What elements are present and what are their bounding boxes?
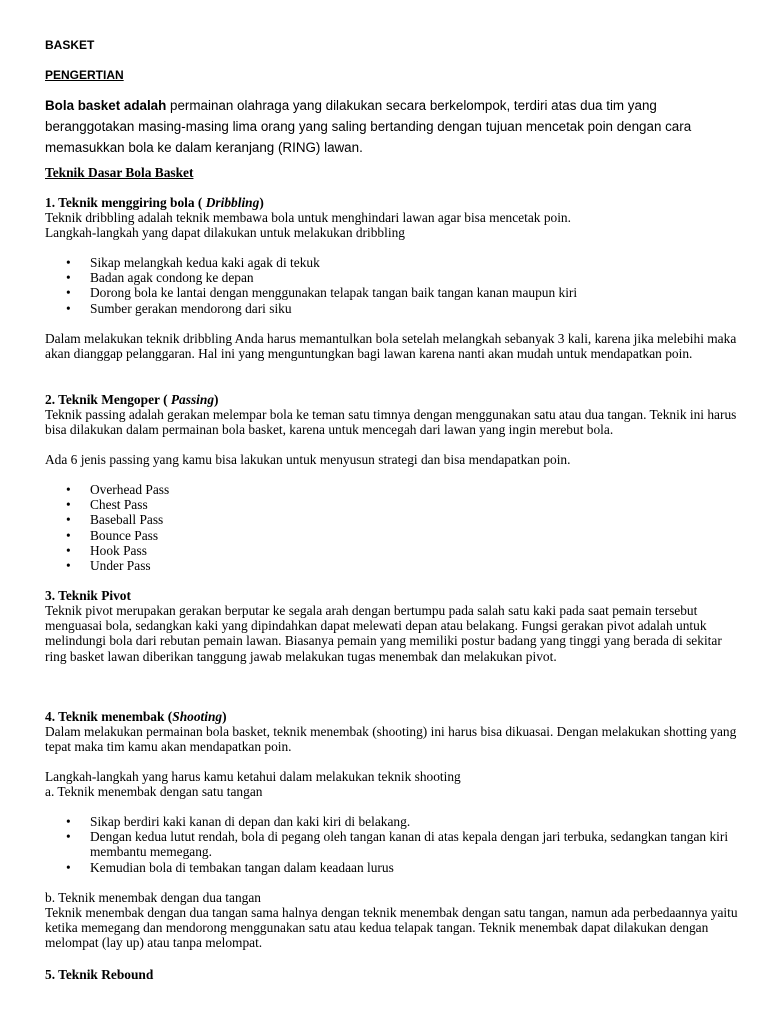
section-3-heading: 3. Teknik Pivot (45, 588, 131, 603)
section-4-heading-text: 4. Teknik menembak ( (45, 709, 173, 724)
list-item: • Dorong bola ke lantai dengan menggunakan telapak tangan baik tangan kanan maupun kiri (45, 285, 745, 300)
list-item: • Badan agak condong ke depan (45, 270, 745, 285)
section-3-para-1: Teknik pivot merupakan gerakan berputar ke segala arah dengan bertumpu pada salah satu kaki pada saat pemain tersebut menguasai bola, sedangkan kaki yang dipindahkan dapat melewati depan atau belakang. Fungsi gerakan pivot adalah untuk melindungi bola dari rebutan pemain lawan. Biasanya pemain yang memiliki postur badang yang tinggi yang berada di sekitar ring basket lawan diberikan tanggung jawab melakukan tugas menembak dan melakukan pivot. (45, 603, 722, 664)
list-item: • Chest Pass (45, 497, 745, 512)
section-1-list (45, 255, 745, 316)
section-1-heading (45, 195, 264, 211)
section-2-para-1: Teknik passing adalah gerakan melempar bola ke teman satu timnya dengan menggunakan satu atau dua tangan. Teknik ini harus bisa dilakukan dalam permainan bola basket, karena untuk mencegah dari lawan yang ingin merebut bola. (45, 407, 737, 438)
section-4-heading-em: Shooting (172, 709, 223, 724)
section-4-sub-b: b. Teknik menembak dengan dua tangan (45, 890, 261, 905)
section-1-para-1: Teknik dribbling adalah teknik membawa bola untuk menghindari lawan agar bisa mencetak poin. (45, 210, 571, 225)
section-1-heading-text: 1. Teknik menggiring bola ( (45, 195, 206, 210)
section-2-heading (45, 392, 219, 408)
list-item: • Bounce Pass (45, 528, 745, 543)
section-4-list (45, 814, 745, 875)
section-2-heading-em: Passing (170, 392, 215, 407)
list-item: • Sikap melangkah kedua kaki agak di tekuk (45, 255, 745, 270)
section-4-heading-close: ) (222, 709, 227, 724)
section-2-heading-text: 2. Teknik Mengoper ( (45, 392, 171, 407)
section-2-list (45, 482, 745, 573)
intro-bold: Bola basket adalah (45, 98, 167, 113)
section-1-para-3: Dalam melakukan teknik dribbling Anda harus memantulkan bola setelah melangkah sebanyak 3 kali, karena jika melebihi maka akan dianggap pelanggaran. Hal ini yang menguntungkan bagi lawan karena nanti akan mudah untuk mendapatkan poin. (45, 331, 737, 362)
list-item: • Sikap berdiri kaki kanan di depan dan kaki kiri di belakang. (45, 814, 745, 829)
list-item: • Under Pass (45, 558, 745, 573)
section-5-heading: 5. Teknik Rebound (45, 967, 154, 982)
intro-rest: permainan olahraga yang dilakukan secara berkelompok, terdiri atas dua tim yang beranggotakan masing-masing lima orang yang saling bertanding dengan tujuan mencetak poin dengan cara memasukkan bola ke dalam keranjang (RING) lawan. (45, 98, 692, 155)
section-4-para-2: Langkah-langkah yang harus kamu ketahui dalam melakukan teknik shooting (45, 769, 461, 784)
intro-paragraph (45, 95, 745, 158)
list-item: • Overhead Pass (45, 482, 745, 497)
teknik-dasar-heading: Teknik Dasar Bola Basket (45, 165, 194, 180)
section-4-sub-a: a. Teknik menembak dengan satu tangan (45, 784, 263, 799)
section-1-heading-close: ) (259, 195, 264, 210)
list-item: • Kemudian bola di tembakan tangan dalam keadaan lurus (45, 860, 745, 875)
list-item: • Dengan kedua lutut rendah, bola di pegang oleh tangan kanan di atas kepala dengan jari terbuka, sedangkan tangan kiri membantu memegang. (45, 829, 745, 859)
section-2-heading-close: ) (214, 392, 219, 407)
list-item: • Hook Pass (45, 543, 745, 558)
doc-title: BASKET (45, 38, 95, 52)
section-1-para-2: Langkah-langkah yang dapat dilakukan untuk melakukan dribbling (45, 225, 405, 240)
section-4-heading (45, 709, 227, 725)
pengertian-heading: PENGERTIAN (45, 68, 124, 82)
section-4-para-3: Teknik menembak dengan dua tangan sama halnya dengan teknik menembak dengan satu tangan, namun ada perbedaannya yaitu ketika memegang dan mendorong menggunakan satu atau kedua telapak tangan. Teknik menembak dapat dilakukan dengan melompat (lay up) atau tanpa melompat. (45, 905, 738, 951)
section-2-para-2: Ada 6 jenis passing yang kamu bisa lakukan untuk menyusun strategi dan bisa mendapatkan poin. (45, 452, 571, 467)
list-item: • Sumber gerakan mendorong dari siku (45, 301, 745, 316)
section-1-heading-em: Dribbling (205, 195, 260, 210)
list-item: • Baseball Pass (45, 512, 745, 527)
section-4-para-1: Dalam melakukan permainan bola basket, teknik menembak (shooting) ini harus bisa dikuasai. Dengan melakukan shotting yang tepat maka tim kamu akan mendapatkan poin. (45, 724, 737, 755)
